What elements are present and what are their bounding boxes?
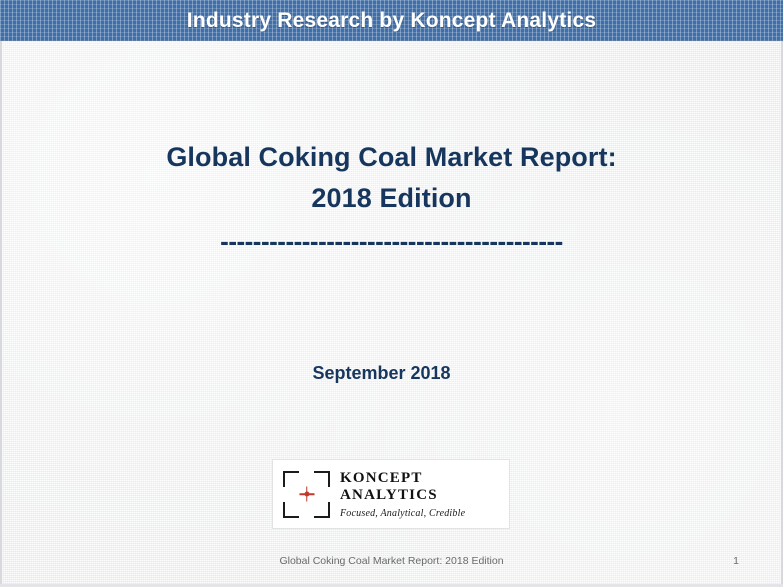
page-footer [0, 555, 783, 571]
banner-title: Industry Research by Koncept Analytics [186, 8, 597, 32]
logo-tagline: Focused, Analytical, Credible [340, 507, 466, 519]
logo-name-line-1: KONCEPT [340, 469, 423, 486]
header-banner [0, 0, 783, 41]
report-title-line-2: 2018 Edition [311, 183, 472, 213]
company-logo [272, 459, 510, 529]
logo-wordmark [340, 470, 465, 519]
logo-name-line-2: ANALYTICS [340, 486, 438, 503]
report-title-line-1: Global Coking Coal Market Report: [166, 142, 617, 172]
crosshair-icon [283, 471, 330, 518]
footer-page-number: 1 [733, 555, 739, 567]
title-block [60, 137, 723, 249]
title-divider: ------------------------------------------ [220, 233, 563, 249]
footer-title: Global Coking Coal Market Report: 2018 Edition [279, 555, 504, 567]
report-date: September 2018 [312, 363, 451, 383]
page-content [0, 41, 783, 587]
